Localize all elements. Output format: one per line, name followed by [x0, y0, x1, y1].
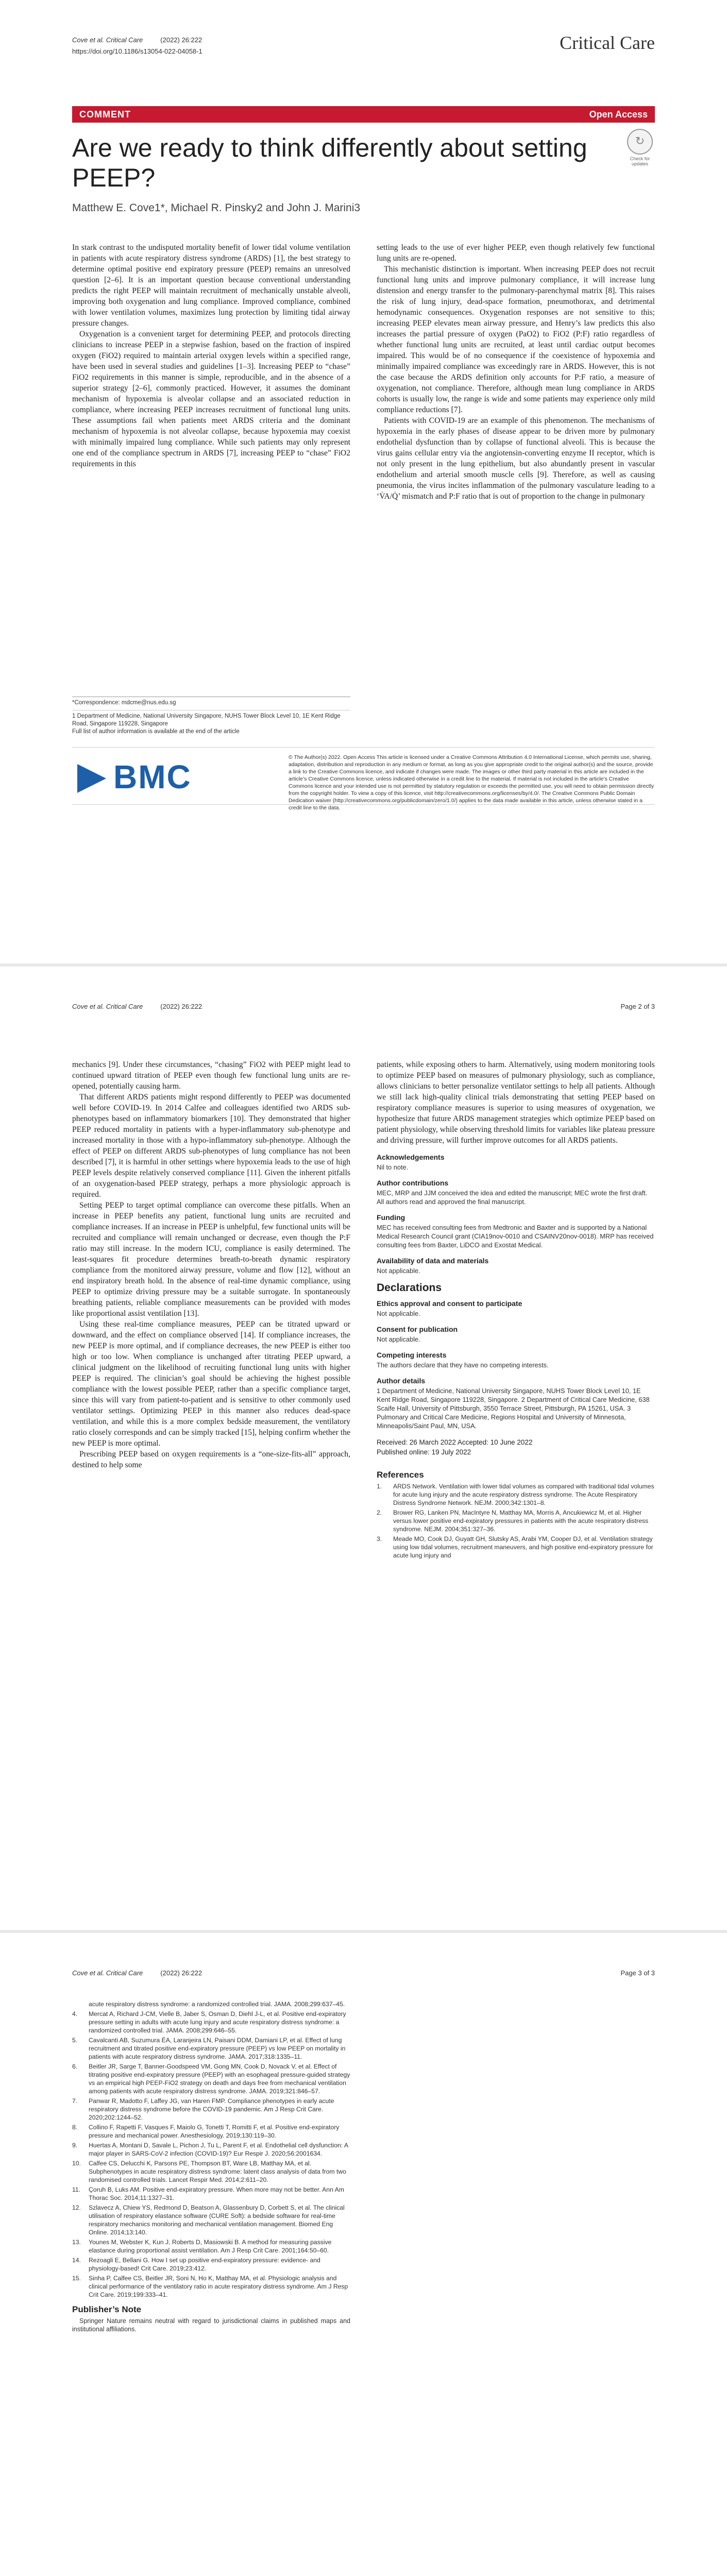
paragraph: In stark contrast to the undisputed mortality benefit of lower tidal volume ventilation in patients with acute respiratory distress syndrome (ARDS) [1], the best strategy to determine optimal positive end expiratory pressure (PEEP) remains an unresolved question [2–6]. It is an important question because conventional understanding predicts the right PEEP will maintain recruitment of mechanically unstable alveoli, improving both oxygenation and lung compliance. Improved compliance, combined with lower ventilation volumes, maximizes lung protection by limiting tidal airway pressure changes.	[72, 243, 350, 328]
section-heading: Acknowledgements	[377, 1153, 445, 1161]
section-heading: Ethics approval and consent to participate	[377, 1299, 522, 1308]
right-column	[377, 242, 655, 502]
paragraph: mechanics [9]. Under these circumstances, “chasing” FiO2 with PEEP might lead to continued upward titration of PEEP even though few functional lung units are re-opened, potentially causing harm.	[72, 1060, 350, 1091]
left-column	[72, 1059, 350, 1470]
reference-item: 4. Mercat A, Richard J-CM, Vielle B, Jaber S, Osman D, Diehl J-L, et al. Positive end-expiratory pressure setting in adults with acute lung injury and acute respiratory distress syndrome: a randomized controlled trial. JAMA. 2008;299:646–55.	[72, 2010, 346, 2034]
declarations-heading: Declarations	[377, 1282, 442, 1294]
page-2	[0, 967, 727, 1930]
body-columns	[72, 242, 655, 690]
publishers-note-text: Springer Nature remains neutral with regard to jurisdictional claims in published maps and institutional affiliations.	[72, 2317, 350, 2333]
paragraph: That different ARDS patients might respond differently to PEEP was documented well before COVID-19. In 2014 Calfee and colleagues identified two ARDS sub-phenotypes based on inflammatory biomarkers [10]. They demonstrated that higher PEEP reduced mortality in patients with a hyper-inflammatory sub-phenotype and increased mortality in those with a hypo-inflammatory sub-phenotype. Although the effect of PEEP on different ARDS sub-phenotypes of lung compliance has not been described [7], it is harmful in other settings where hypoxemia leads to the use of high PEEP levels despite relatively conserved compliance [11]. Given the inherent pitfalls of an oxygenation-based PEEP strategy, perhaps a more physiologic approach is required.	[72, 1093, 350, 1199]
check-for-updates-button[interactable]: ↻ Check for updates	[625, 129, 655, 165]
section-text: The authors declare that they have no competing interests.	[377, 1361, 549, 1369]
reference-item: 5. Cavalcanti AB, Suzumura ÉA, Laranjeira LN, Paisani DDM, Damiani LP, et al. Effect of lung recruitment and titrated positive end-expiratory pressure (PEEP) vs low PEEP on mortality in patients with acute respiratory distress syndrome. JAMA. 2017;318:1335–11.	[72, 2037, 346, 2060]
paragraph: Using these real-time compliance measures, PEEP can be titrated upward or downward, and the effect on compliance observed [14]. If compliance increases, the new PEEP is more optimal, and if compliance decreases, the new PEEP is either too high or too low. When compliance is unchanged after titrating PEEP upward, a clinical judgment on the likelihood of recruiting functional lung units with higher PEEP is required. The clinician’s goal should be achieving the highest possible compliance with the lowest possible PEEP, rather than a specific compliance target, since this will vary from patient-to-patient and is sensitive to other commonly used ventilator settings. Optimizing PEEP in this manner also reduces dead-space ventilation, and while this is a more complex bedside measurement, the ventilatory ratio closely corresponds and can be simply tracked [15], helping confirm whether the new PEEP is more optimal.	[72, 1320, 350, 1448]
reference-list	[377, 1482, 655, 1560]
doi-link[interactable]: https://doi.org/10.1186/s13054-022-04058-1	[72, 47, 202, 55]
left-column	[72, 2000, 350, 2333]
body-columns	[72, 2000, 655, 2576]
right-column	[377, 1059, 655, 1561]
received-accepted-date: Received: 26 March 2022 Accepted: 10 June 2022	[377, 1438, 533, 1446]
section-heading: Author details	[377, 1377, 426, 1385]
running-header: Cove et al. Critical Care (2022) 26:222	[72, 1003, 202, 1010]
reference-item: 12. Szlavecz A, Chiew YS, Redmond D, Beatson A, Glassenbury D, Corbett S, et al. The clinical utilisation of respiratory elastance software (CURE Soft): a bedside software for real-time respiratory mechanics monitoring and mechanical ventilation management. Biomed Eng Online. 2014;13:140.	[72, 2204, 345, 2236]
affiliation: 1 Department of Medicine, National University Singapore, NUHS Tower Block Level 10, 1E Kent Ridge Road, Singapore 119228, Singapore	[72, 713, 341, 727]
section-heading: Funding	[377, 1213, 405, 1222]
reference-item: 8. Collino F, Rapetti F, Vasques F, Maiolo G, Tonetti T, Romitti F, et al. Positive end-expiratory pressure and mechanical power. Anesthesiology. 2019;130:119–30.	[72, 2124, 340, 2139]
reference-item: 10. Calfee CS, Delucchi K, Parsons PE, Thompson BT, Ware LB, Matthay MA, et al. Subphenotypes in acute respiratory distress syndrome: latent class analysis of data from two randomised controlled trials. Lancet Respir Med. 2014;2:611–20.	[72, 2160, 346, 2183]
paragraph: This mechanistic distinction is important. When increasing PEEP does not recruit functional lung units and improve pulmonary compliance, it will increase lung distension and energy transfer to the pulmonary-parenchymal matrix [8]. This raises the risk of lung injury, dead-space formation, pneumothorax, and detrimental hemodynamic consequences. Oxygenation responses are not sensitive to this; increasing PEEP elevates mean airway pressure, and Henry’s law predicts this also increases the partial pressure of oxygen (PaO2) to FiO2 (P:F) ratio regardless of whether functional lung units are recruited, at least until cardiac output becomes impaired. This would be of no consequence if the coexistence of hypoxemia and minimally impaired compliance was exceedingly rare in ARDS. However, this is not the case because the ARDS definition only accounts for P:F ratio, a measure of oxygenation, not compliance. Therefore, although mean lung compliance in ARDS cohorts is usually low, the range is wide and some patients may experience only mild compliance reductions [7].	[377, 265, 655, 414]
running-header: Cove et al. Critical Care (2022) 26:222	[72, 36, 202, 44]
section-heading: Availability of data and materials	[377, 1257, 489, 1265]
section-heading: Competing interests	[377, 1351, 447, 1359]
section-text: MEC, MRP and JJM conceived the idea and edited the manuscript; MEC wrote the first draft. All authors read and approved the final manuscript.	[377, 1189, 648, 1206]
section-text: Nil to note.	[377, 1163, 409, 1171]
article-type-label: COMMENT	[79, 109, 131, 120]
section-text: MEC has received consulting fees from Medtronic and Baxter and is supported by a National Medical Research Council grant (CIA19nov-0010 and CSAINV20nov-0018). MRP has received consulting fees from Baxter, LiDCO and Exostat Medical.	[377, 1224, 654, 1249]
paragraph: setting leads to the use of ever higher PEEP, even though relatively few functional lung units are re-opened.	[377, 243, 655, 263]
reference-item: 2. Brower RG, Lanken PN, MacIntyre N, Matthay MA, Morris A, Ancukiewicz M, et al. Higher versus lower positive end-expiratory pressures in patients with the acute respiratory distress syndrome. NEJM. 2004;351:327–36.	[377, 1509, 649, 1533]
publishers-note	[72, 2304, 350, 2333]
article-title: Are we ready to think differently about setting PEEP?	[72, 133, 587, 192]
reference-item: 14. Rezoagli E, Bellani G. How I set up positive end-expiratory pressure: evidence- and physiology-based! Crit Care. 2019;23:412.	[72, 2257, 320, 2272]
section-text: Not applicable.	[377, 1310, 420, 1317]
running-header: Cove et al. Critical Care (2022) 26:222	[72, 1969, 202, 1977]
page-3	[0, 1933, 727, 2576]
reference-item: acute respiratory distress syndrome: a randomized controlled trial. JAMA. 2008;299:637–45.	[89, 2001, 345, 2008]
author-list: Matthew E. Cove1*, Michael R. Pinsky2 and John J. Marini3	[72, 202, 361, 214]
section-heading: Consent for publication	[377, 1325, 458, 1333]
reference-item: 1. ARDS Network. Ventilation with lower tidal volumes as compared with traditional tidal volumes for acute lung injury and the acute respiratory distress syndrome. The Acute Respiratory Distress Syndrome Network. NEJM. 2000;342:1301–8.	[377, 1483, 654, 1506]
footnotes	[72, 697, 350, 736]
section-text: Not applicable.	[377, 1267, 420, 1275]
paragraph: Prescribing PEEP based on oxygen requirements is a “one-size-fits-all” approach, destined to help some	[72, 1450, 350, 1469]
back-matter	[377, 1153, 655, 1560]
article-type-bar	[72, 106, 655, 123]
paragraph: patients, while exposing others to harm. Alternatively, using modern monitoring tools to optimize PEEP based on measures of pulmonary physiology, such as compliance, allows clinicians to better personalize ventilator settings to help all patients. Although we still lack high-quality clinical trials demonstrating that setting PEEP based on respiratory compliance measures is superior to using measures of oxygenation, we hypothesize that future ARDS management strategies which optimize PEEP based on patient physiology, while observing threshold limits for variables like plateau pressure and driving pressure, will further improve outcomes for all ARDS patients.	[377, 1060, 655, 1145]
reference-item: 6. Beitler JR, Sarge T, Banner-Goodspeed VM, Gong MN, Cook D, Novack V, et al. Effect of titrating positive end-expiratory pressure (PEEP) with an esophageal pressure-guided strategy vs an empirical high PEEP-FiO2 strategy on death and days free from mechanical ventilation among patients with acute respiratory distress syndrome. JAMA. 2019;321:846–57.	[72, 2063, 350, 2095]
paragraph: Patients with COVID-19 are an example of this phenomenon. The mechanisms of hypoxemia in the early phases of disease appear to be driven more by pulmonary endothelial dysfunction than by collapse of functional alveoli. This is because the virus gains cellular entry via the angiotensin-converting enzyme II receptor, which is not only present in the lung epithelium, but also abundantly present in vascular endothelium and arterial smooth muscle cells [9]. Therefore, as well as causing pneumonia, the virus incites inflammation of the pulmonary vasculature leading to a ‘V̇A/Q̇’ mismatch and P:F ratio that is out of proportion to the change in pulmonary	[377, 416, 655, 501]
licence-text: © The Author(s) 2022. Open Access This article is licensed under a Creative Commons Attribution 4.0 International License, which permits use, sharing, adaptation, distribution and reproduction in any medium or format, as long as you give appropriate credit to the original author(s) and the source, provide a link to the Creative Commons licence, and indicate if changes were made. The images or other third party material in this article are included in the article’s Creative Commons licence, unless indicated otherwise in a credit line to the material. If material is not included in the article’s Creative Commons licence and your intended use is not permitted by statutory regulation or exceeds the permitted use, you will need to obtain permission directly from the copyright holder. To view a copy of this licence, visit http://creativecommons.org/licenses/by/4.0/. The Creative Commons Public Domain Dedication waiver (http://creativecommons.org/publicdomain/zero/1.0/) applies to the data made available in this article, unless otherwise stated in a credit line to the data.	[289, 754, 654, 811]
reference-item: 9. Huertas A, Montani D, Savale L, Pichon J, Tu L, Parent F, et al. Endothelial cell dysfunction: A major player in SARS-CoV-2 infection (COVID-19)? Eur Respir J. 2020;56:2001634.	[72, 2142, 348, 2157]
reference-item: 11. Çoruh B, Luks AM. Positive end-expiratory pressure. When more may not be better. Ann Am Thorac Soc. 2014;11:1327–31.	[72, 2186, 344, 2201]
publication-dates	[377, 1437, 655, 1457]
publishers-note-heading: Publisher’s Note	[72, 2304, 142, 2314]
journal-brand: Critical Care	[560, 32, 655, 53]
page-1	[0, 0, 727, 963]
author-info-note: Full list of author information is available at the end of the article	[72, 728, 240, 735]
paragraph: Oxygenation is a convenient target for determining PEEP, and protocols directing clinicians to increase PEEP in a stepwise fashion, based on the fraction of inspired oxygen (FiO2) required to maintain arterial oxygen levels within a specified range, have been used in several studies and guidelines [1–3]. Increasing PEEP to “chase” FiO2 requirements in this manner is simple, reproducible, and in the absence of a superior strategy [2–6], commonly practiced. However, it assumes the dominant mechanism of hypoxemia is alveolar collapse and an associated reduction in compliance, where increasing PEEP increases recruitment of functional lung units. These assumptions fail when patients meet ARDS criteria and the dominant mechanism of hypoxemia is not alveolar collapse, because hypoxemia may coexist with minimally impaired lung compliance. While such patients may only represent one end of the compliance spectrum in ARDS [7], increasing PEEP to “chase” FiO2 requirements in this	[72, 330, 350, 468]
licence-block	[72, 747, 655, 811]
page-number: Page 2 of 3	[620, 1003, 655, 1010]
section-text: Not applicable.	[377, 1335, 420, 1343]
correspondence: *Correspondence: mdcme@nus.edu.sg	[72, 700, 176, 706]
reference-list	[72, 2000, 350, 2299]
body-columns	[72, 1059, 655, 1894]
left-column	[72, 242, 350, 469]
section-text: 1 Department of Medicine, National University Singapore, NUHS Tower Block Level 10, 1E Kent Ridge Road, Singapore 119228, Singapore. 2 Department of Critical Care Medicine, 638 Scaife Hall, University of Pittsburgh, 3550 Terrace Street, Pittsburgh, PA 15261, USA. 3 Pulmonary and Critical Care Medicine, Regions Hospital and University of Minnesota, Minneapolis/Saint Paul, MN, USA.	[377, 1387, 650, 1430]
reference-item: 15. Sinha P, Calfee CS, Beitler JR, Soni N, Ho K, Matthay MA, et al. Physiologic analysis and clinical performance of the ventilatory ratio in acute respiratory distress syndrome. Am J Resp Crit Care. 2019;199:333–41.	[72, 2275, 348, 2298]
reference-item: 13. Younes M, Webster K, Kun J, Roberts D, Masiowski B. A method for measuring passive elastance during proportional assist ventilation. Am J Resp Crit Care. 2001;164:50–60.	[72, 2239, 332, 2254]
references-heading: References	[377, 1470, 424, 1480]
published-date: Published online: 19 July 2022	[377, 1448, 471, 1456]
bmc-logo: BMC	[77, 760, 211, 794]
reference-item: 3. Meade MO, Cook DJ, Guyatt GH, Slutsky AS, Arabi YM, Cooper DJ, et al. Ventilation strategy using low tidal volumes, recruitment maneuvers, and high positive end-expiratory pressure for acute lung injury and	[377, 1535, 653, 1559]
open-access-label: Open Access	[589, 109, 648, 120]
section-heading: Author contributions	[377, 1179, 449, 1187]
reference-item: 7. Panwar R, Madotto F, Laffey JG, van Haren FMP. Compliance phenotypes in early acute respiratory distress syndrome before the COVID-19 pandemic. Am J Resp Crit Care. 2020;202:1244–52.	[72, 2097, 334, 2121]
refresh-icon: ↻	[627, 129, 653, 155]
page-number: Page 3 of 3	[620, 1969, 655, 1977]
paragraph: Setting PEEP to target optimal compliance can overcome these pitfalls. When an increase in PEEP benefits any patient, functional lung units are recruited and compliance increases. If an increase in PEEP is unhelpful, few functional units will be recruited and compliance will remain unchanged or decrease, even though the P:F ratio may still increase. In the modern ICU, compliance is easily determined. The least-squares fit procedure determines breath-to-breath dynamic respiratory compliance from the monitored airway pressure, volume and flow [12], without an end inspiratory breath hold. In the absence of real-time dynamic compliance, using PEEP to optimize driving pressure may be a suitable surrogate. In spontaneously breathing patients, reliable compliance measurements can be provided with modes like proportional assist ventilation [13].	[72, 1201, 350, 1318]
bmc-triangle-icon	[77, 764, 106, 793]
